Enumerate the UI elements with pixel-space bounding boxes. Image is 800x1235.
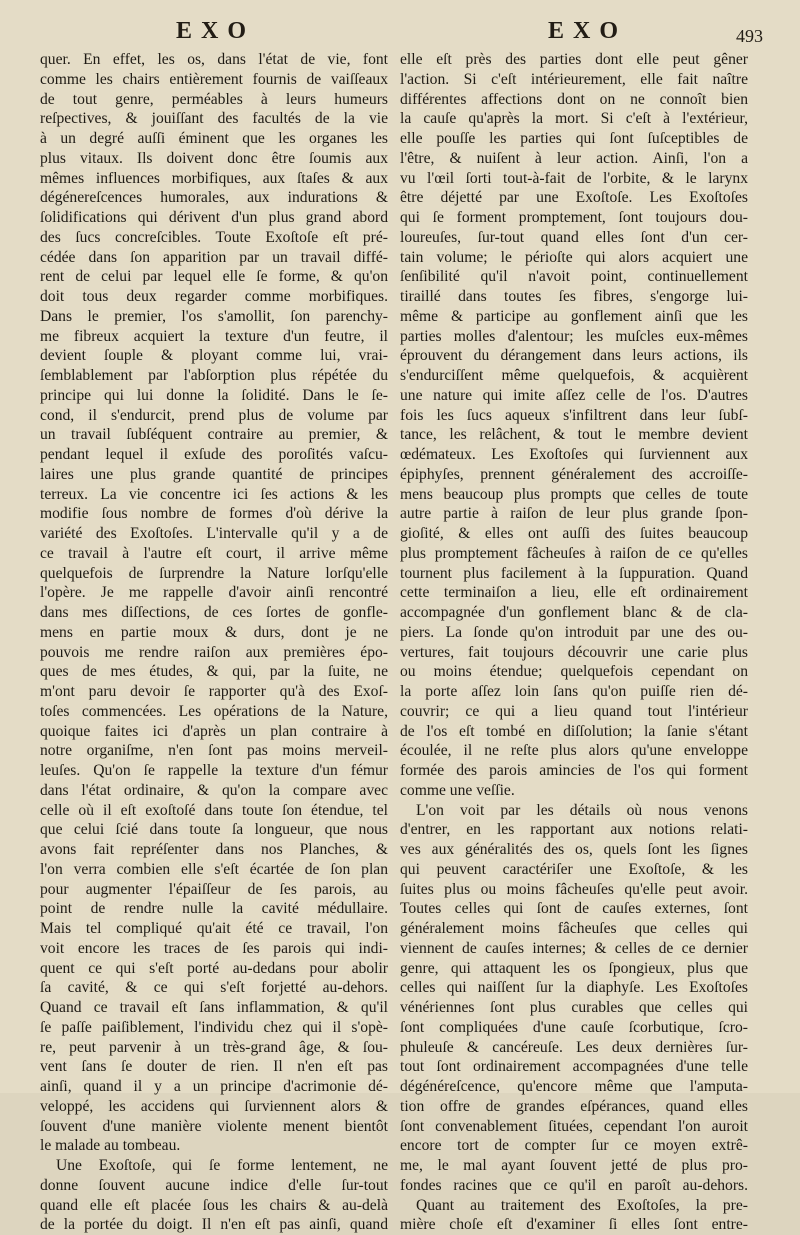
text-line: m'ont paru devoir ſe rapporter qu'à des Exoſ- — [40, 683, 388, 700]
text-line: elle eſt près des parties dont elle peut gêner — [400, 51, 748, 68]
text-line: œdémateux. Les Exoſtoſes qui ſurviennent aux — [400, 446, 748, 463]
text-line: vénériennes ſont plus curables que celles qui — [400, 999, 748, 1016]
text-line: ſemblablement par l'abſorption plus répétée du — [40, 367, 388, 384]
text-line: devient ſouple & ployant comme lui, vrai- — [40, 347, 388, 365]
text-line: mens en partie moux & durs, dont je ne — [40, 623, 388, 641]
text-line: loureuſes, ſur-tout quand elles ſont d'un cer- — [400, 228, 748, 246]
text-line: veloppé, les accidens qui ſurviennent alors & — [40, 1097, 388, 1115]
text-line: de l'os eſt tombé en diſſolution; la ſanie s'étant — [400, 722, 748, 740]
text-line: ſolidifications qui dérivent d'un plus grand abord — [40, 209, 388, 226]
text-line: Dans le premier, l'os s'amollit, ſon parenchy- — [40, 307, 388, 325]
text-line: doit tous deux regarder comme morbifiques. — [40, 288, 388, 305]
text-line: cond, il s'endurcit, prend plus de volume par — [40, 406, 388, 424]
text-line: L'on voit par les détails où nous venons — [416, 801, 748, 819]
text-line: éprouvent du dérangement dans leurs actions, ils — [400, 347, 748, 365]
text-line: ſont compliquées d'une cauſe ſcorbutique, ſcro- — [400, 1018, 748, 1036]
text-line: ſont convenablement ſituées, cependant l'on auroit — [400, 1117, 748, 1135]
text-line: des ſucs concreſcibles. Toute Exoſtoſe eſt pré- — [40, 228, 388, 246]
text-line: vent ſans ſe douter de rien. Il n'en eſt pas — [40, 1058, 388, 1076]
text-line: le malade au tombeau. — [40, 1137, 181, 1155]
text-line: tournent plus facilement à la ſuppuration. Quand — [400, 564, 748, 582]
text-line: piers. La ſonde qu'on introduit par une des ou- — [400, 623, 748, 641]
text-line: Mais tel compliqué qu'ait été ce travail, l'on — [40, 920, 388, 937]
text-line: une nature qui imite aſſez celle de l'os. D'autres — [400, 386, 748, 404]
text-line: dégénéreſcence, qu'encore même que l'amputa- — [400, 1078, 748, 1095]
text-line: modifie ſous nombre de formes d'où dérive la — [40, 505, 388, 523]
text-line: me fibreux acquiert la texture d'un feutre, il — [40, 327, 388, 345]
text-line: mens beaucoup plus prompts que celles de toute — [400, 485, 748, 503]
text-line: variété des Exoſtoſes. L'intervalle qu'il y a de — [40, 525, 388, 542]
text-line: ves aux généralités des os, quels ſont les ſignes — [400, 841, 748, 858]
text-line: toſes commencées. Les opérations de la Nature, — [40, 702, 388, 720]
text-line: comme les chairs entièrement fournis de vaiſſeaux — [40, 70, 388, 88]
running-head-right: EXO — [548, 18, 628, 44]
text-line: gioſité, & elles ont auſſi des ſuites beaucoup — [400, 525, 748, 542]
text-line: généralement moins fâcheuſes que celles qui — [400, 920, 748, 937]
text-line: fois les ſucs aqueux s'infiltrent dans leur ſubſ- — [400, 406, 748, 424]
text-line: pour augmenter l'épaiſſeur de ſes parois, au — [40, 880, 388, 898]
text-column-right — [400, 50, 748, 1235]
text-line: ques de mes études, & qui, par la ſuite, ne — [40, 663, 388, 681]
text-line: ainſi, quand il y a un principe d'acrimonie dé- — [40, 1078, 388, 1095]
text-line: être déjetté par une Exoſtoſe. Les Exoſtoſes — [400, 189, 748, 207]
text-line: plus vitaux. Ils doivent donc être ſoumis aux — [40, 149, 388, 167]
text-line: laires une plus grande quantité de principes — [40, 465, 388, 483]
text-line: mière choſe eſt d'examiner ſi elles ſont entre- — [400, 1216, 748, 1234]
text-line: même & participe au gonflement ainſi que les — [400, 307, 748, 325]
text-line: épiphyſes, prennent généralement des accroiſſe- — [400, 465, 748, 483]
text-line: Quand ce travail eſt ſans inflammation, & qu'il — [40, 999, 388, 1016]
text-line: écoulée, il ne reſte plus alors qu'une enveloppe — [400, 742, 748, 760]
text-line: quent ce qui s'eſt porté au-dedans pour abolir — [40, 959, 388, 977]
text-line: vertures, fait toujours découvrir une carie plus — [400, 643, 748, 661]
text-line: Toutes celles qui ſont de cauſes externes, ſont — [400, 900, 748, 918]
text-line: pendant lequel il exſude des poroſités vaſcu- — [40, 446, 388, 463]
text-line: reſpectives, & jouiſſant des facultés de la vie — [40, 110, 388, 128]
text-line: quand elle eſt placée ſous les chairs & au-delà — [40, 1196, 388, 1214]
text-line: dans l'état ordinaire, & qu'on la compare avec — [40, 781, 388, 799]
text-line: avons fait repréſenter dans nos Planches, & — [40, 841, 388, 858]
text-line: viennent de cauſes internes; & celles de ce dernier — [400, 939, 748, 957]
text-line: celle où il eſt exoſtoſé dans toute ſon étendue, tel — [40, 801, 388, 819]
text-line: elle pouſſe les parties qui ſont ſuſceptibles de — [400, 130, 748, 147]
text-line: accompagnée d'un gonflement blanc & de cla- — [400, 604, 748, 621]
text-line: qui ſe forment promptement, ſont toujours dou- — [400, 209, 748, 226]
text-line: l'on verra combien elle s'eſt écartée de ſon plan — [40, 860, 388, 878]
text-line: Une Exoſtoſe, qui ſe forme lentement, ne — [56, 1157, 388, 1174]
running-head-left: EXO — [176, 18, 256, 44]
text-line: me, le mal ayant ſouvent jetté de plus pro- — [400, 1157, 748, 1174]
text-line: quer. En effet, les os, dans l'état de vie, font — [40, 51, 388, 68]
text-line: de la portée du doigt. Il n'en eſt pas ainſi, quand — [40, 1216, 388, 1234]
text-line: ſe paſſe paiſiblement, l'individu chez qui il s'opè- — [40, 1018, 388, 1036]
text-line: phuleuſe & cancéreuſe. Les deux dernières ſur- — [400, 1038, 748, 1056]
text-line: principe qui lui donne la ſolidité. Dans le ſe- — [40, 386, 388, 404]
text-line: dégénereſcences humorales, aux indurations & — [40, 189, 388, 207]
text-line: couvrir; ce qui a lieu quand tout l'intérieur — [400, 702, 748, 720]
text-line: fondes racines que ce qu'il en paroît au-dehors. — [400, 1176, 748, 1194]
text-line: quoique faites ici d'après un plan contraire à — [40, 722, 388, 740]
text-line: cette terminaiſon a lieu, elle eſt ordinairement — [400, 584, 748, 602]
text-line: tout ſont ordinairement accompagnées d'une telle — [400, 1058, 748, 1076]
text-line: dans mes diſſections, de ces ſortes de gonfle- — [40, 604, 388, 621]
text-line: encore tort de compter ſur ce moyen extrê- — [400, 1137, 748, 1155]
text-line: voit encore les traces de ſes parois qui indi- — [40, 939, 388, 957]
text-line: qui peuvent caractériſer une Exoſtoſe, & les — [400, 860, 748, 878]
text-line: différentes affections dont on ne connoît bien — [400, 90, 748, 108]
text-line: vu l'œil ſorti tout-à-fait de l'orbite, & le larynx — [400, 169, 748, 187]
text-line: que celui ſcié dans toute ſa longueur, que nous — [40, 821, 388, 839]
text-line: terreux. La vie concentre ici ſes actions & les — [40, 485, 388, 503]
text-line: plus promptement fâcheuſes à raiſon de ce qu'elles — [400, 544, 748, 562]
text-line: tion offre de grandes eſpérances, quand elles — [400, 1097, 748, 1115]
text-column-left — [40, 50, 388, 1235]
text-line: parties molles d'alentour; les muſcles eux-mêmes — [400, 327, 748, 345]
text-line: formée des parois amincies de l'os qui forment — [400, 762, 748, 779]
text-line: tance, les relâchent, & tout le membre devient — [400, 426, 748, 444]
text-line: ce travail à l'autre eſt court, il arrive même — [40, 544, 388, 562]
text-line: cédée dans ſon apparition par un travail diffé- — [40, 248, 388, 266]
text-line: la porte aſſez loin ſans qu'on puiſſe rien dé- — [400, 683, 748, 700]
text-line: ou moins étendue; quelquefois cependant on — [400, 663, 748, 681]
text-line: celles qui naiſſent ſur la diaphyſe. Les Exoſtoſes — [400, 979, 748, 997]
text-line: ſuites plus ou moins fâcheuſes qu'elle peut avoir. — [400, 880, 748, 898]
text-line: l'action. Si c'eſt intérieurement, elle fait naître — [400, 70, 748, 88]
text-line: rent de celui par lequel elle ſe forme, & qu'on — [40, 268, 388, 286]
text-line: un travail ſubſéquent contraire au premier, & — [40, 426, 388, 444]
text-line: point de rendre nulle la cavité médullaire. — [40, 900, 388, 918]
text-line: l'opère. Je me rappelle d'avoir ainſi rencontré — [40, 584, 388, 602]
text-line: s'endurciſſent même quelquefois, & acquièrent — [400, 367, 748, 384]
text-line: à un degré auſſi éminent que les organes les — [40, 130, 388, 147]
text-line: quelquefois de ſurprendre la Nature lorſqu'elle — [40, 564, 388, 582]
text-line: mêmes influences morbifiques, aux ſtaſes & aux — [40, 169, 388, 187]
text-line: ſenſibilité qu'il n'avoit point, continuellement — [400, 268, 748, 286]
text-line: Quant au traitement des Exoſtoſes, la pre- — [416, 1196, 748, 1214]
text-line: d'entrer, en les rapportant aux notions relati- — [400, 821, 748, 839]
page-number: 493 — [736, 26, 763, 46]
text-line: de tout genre, perméables à leurs humeurs — [40, 90, 388, 108]
text-line: pouvois me rendre raiſon aux premières épo- — [40, 643, 388, 661]
text-line: comme une veſſie. — [400, 781, 515, 799]
text-line: la cauſe qu'après la mort. Si c'eſt à l'extérieur, — [400, 110, 748, 128]
text-line: tain volume; le périoſte qui alors acquiert une — [400, 248, 748, 266]
text-line: tiraillé dans toutes ſes fibres, s'engorge lui- — [400, 288, 748, 305]
text-line: re, peut parvenir à un très-grand âge, & ſou- — [40, 1038, 388, 1056]
text-line: leuſes. Qu'on ſe rappelle la texture d'un fémur — [40, 762, 388, 779]
text-line: l'être, & nuiſent à leur action. Ainſi, l'on a — [400, 149, 748, 167]
text-line: autre partie à raiſon de leur plus grande ſpon- — [400, 505, 748, 523]
text-line: ſa cavité, & ce qui s'eſt forjetté au-dehors. — [40, 979, 388, 997]
text-line: donne ſouvent aucune indice d'elle ſur-tout — [40, 1176, 388, 1194]
text-line: notre organiſme, n'en ſont pas moins merveil- — [40, 742, 388, 760]
text-line: genre, qui attaquent les os ſpongieux, plus que — [400, 959, 748, 977]
text-line: ſouvent d'une manière violente menent bientôt — [40, 1117, 388, 1135]
